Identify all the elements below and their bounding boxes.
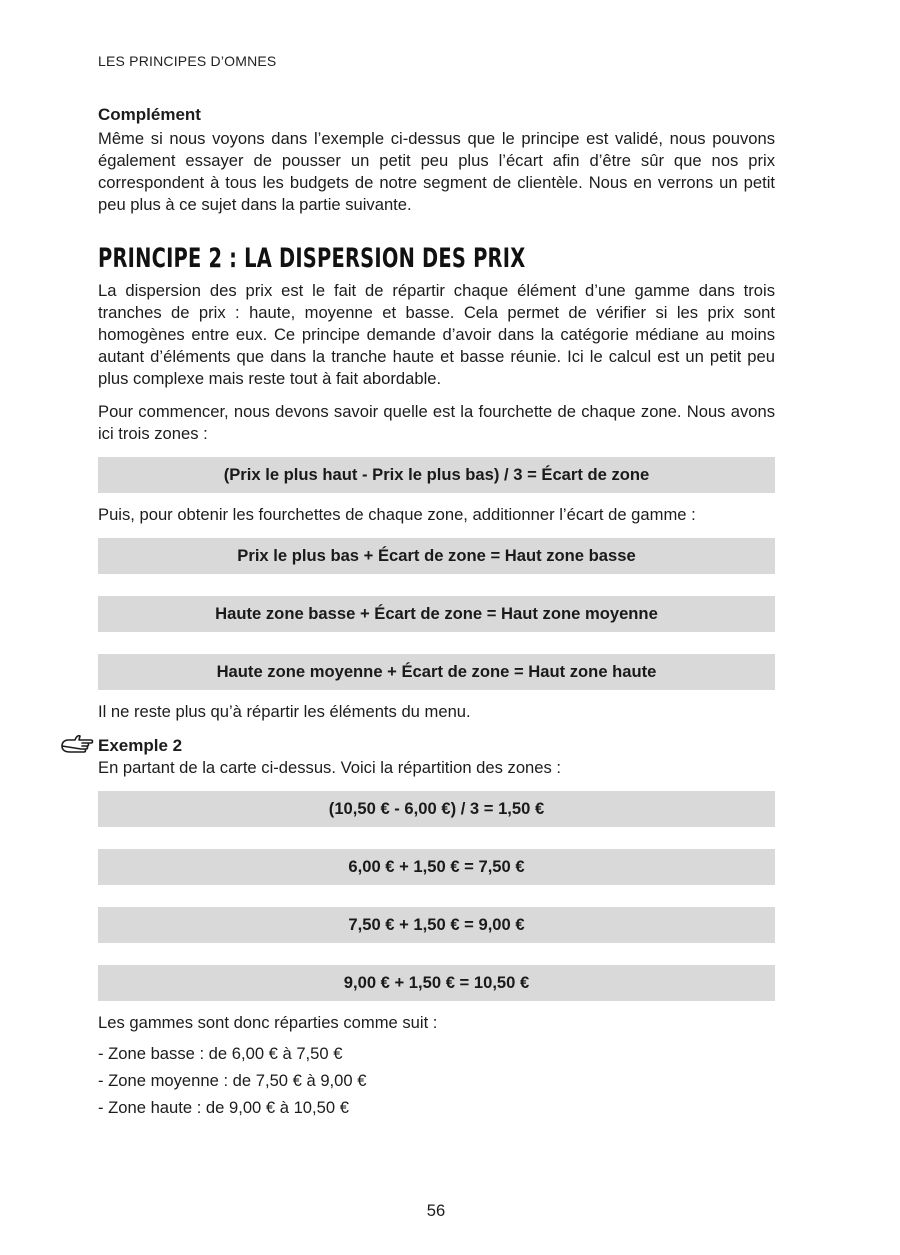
calculation-middle-zone: 7,50 € + 1,50 € = 9,00 € <box>98 907 775 943</box>
ranges-intro-paragraph: Puis, pour obtenir les fourchettes de chaque zone, additionner l’écart de gamme : <box>98 505 696 524</box>
formula-zone-gap: (Prix le plus haut - Prix le plus bas) / 3 = Écart de zone <box>98 457 775 493</box>
list-item: - Zone haute : de 9,00 € à 10,50 € <box>98 1098 349 1117</box>
complement-title: Complément <box>98 105 201 124</box>
section-title: PRINCIPE 2 : LA DISPERSION DES PRIX <box>98 243 526 274</box>
closing-paragraph: Il ne reste plus qu’à répartir les éléments du menu. <box>98 702 471 721</box>
example-title: Exemple 2 <box>98 736 183 755</box>
pointing-hand-icon <box>60 733 94 759</box>
calculation-zone-gap: (10,50 € - 6,00 €) / 3 = 1,50 € <box>98 791 775 827</box>
calculation-high-zone: 9,00 € + 1,50 € = 10,50 € <box>98 965 775 1001</box>
list-item: - Zone basse : de 6,00 € à 7,50 € <box>98 1044 343 1063</box>
page-content <box>98 104 775 1121</box>
calculation-low-zone: 6,00 € + 1,50 € = 7,50 € <box>98 849 775 885</box>
example-header <box>98 735 775 757</box>
section-intro-paragraph: La dispersion des prix est le fait de répartir chaque élément d’une gamme dans trois tranches de prix : haute, moyenne et basse. Cela permet de vérifier si les prix sont homogènes entre eux. Ce principe demande d’avoir dans la catégorie médiane au moins autant d’éléments que dans la tranche haute et basse réunie. Ici le calcul est un petit peu plus complexe mais reste tout à fait abordable. <box>98 281 775 388</box>
zones-intro-paragraph: Pour commencer, nous devons savoir quelle est la fourchette de chaque zone. Nous avons ici trois zones : <box>98 402 775 443</box>
zone-list <box>98 1040 775 1121</box>
summary-intro-paragraph: Les gammes sont donc réparties comme suit : <box>98 1013 438 1032</box>
list-item: - Zone moyenne : de 7,50 € à 9,00 € <box>98 1071 367 1090</box>
page-number: 56 <box>426 1201 446 1220</box>
example-intro-paragraph: En partant de la carte ci-dessus. Voici la répartition des zones : <box>98 758 562 777</box>
formula-middle-zone: Haute zone basse + Écart de zone = Haut zone moyenne <box>98 596 775 632</box>
running-header: LES PRINCIPES D’OMNES <box>98 53 277 69</box>
complement-paragraph: Même si nous voyons dans l’exemple ci-dessus que le principe est validé, nous pouvons également essayer de pousser un petit peu plus l’écart afin d’être sûr que nos prix correspondent à tous les budgets de notre segment de clientèle. Nous en verrons un petit peu plus à ce sujet dans la partie suivante. <box>98 129 775 214</box>
formula-low-zone: Prix le plus bas + Écart de zone = Haut zone basse <box>98 538 775 574</box>
formula-high-zone: Haute zone moyenne + Écart de zone = Haut zone haute <box>98 654 775 690</box>
